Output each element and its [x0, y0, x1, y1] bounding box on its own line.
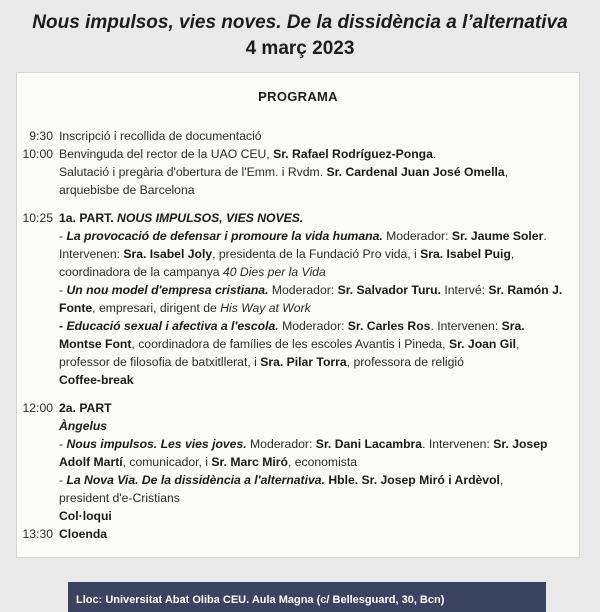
schedule-item-1200 — [17, 399, 579, 525]
angelus: Àngelus — [59, 419, 108, 433]
speaker-name: Hble. Sr. Josep Miró i Ardèvol — [328, 473, 500, 487]
session-title: Un nou model d'empresa cristiana. — [66, 283, 269, 297]
item-text: - — [59, 437, 67, 451]
schedule-item-1330 — [17, 525, 579, 543]
item-text: Salutació i pregària d'obertura de l'Emm. i Rvdm. — [59, 165, 327, 179]
speaker-name: Sr. Salvador Turu. — [337, 283, 441, 297]
schedule-item-0930 — [17, 127, 579, 145]
session-title: La Nova Via. De la dissidència a l'alternativa. — [66, 473, 325, 487]
colloqui: Col·loqui — [59, 509, 112, 523]
item-text: president d'e-Cristians — [59, 491, 180, 505]
speaker-name: Sra. Isabel Joly — [123, 247, 213, 261]
schedule-content — [53, 525, 565, 543]
schedule-time: 9:30 — [29, 129, 53, 143]
event-title-text: Nous impulsos, vies noves. De la dissidència a l’alternativa — [32, 12, 568, 33]
item-text: . Intervenen: — [59, 229, 547, 261]
schedule-content — [53, 145, 565, 199]
speaker-name: Sr. Marc Miró — [211, 455, 288, 469]
item-text: - — [59, 473, 67, 487]
item-text: , — [504, 165, 509, 179]
schedule-time: 10:25 — [22, 211, 53, 225]
item-text: Moderador: — [382, 229, 452, 243]
part-label: 1a. PART. — [59, 211, 118, 225]
item-text: , professora de religió — [346, 355, 464, 369]
schedule-item-1000 — [17, 145, 579, 199]
schedule-content — [53, 399, 565, 525]
schedule-content — [53, 127, 565, 145]
event-date: 4 març 2023 — [245, 38, 355, 59]
item-text: Inscripció i recollida de documentació — [59, 129, 262, 143]
speaker-name: Sr. Rafael Rodríguez-Ponga — [273, 147, 433, 161]
item-text: - — [59, 283, 67, 297]
speaker-name: Sra. Montse Font — [59, 319, 525, 351]
speaker-name: Sr. Ramón J. Fonte — [59, 283, 563, 315]
item-text: . Intervenen: — [422, 437, 494, 451]
item-text: - — [59, 229, 67, 243]
schedule-item-1025 — [17, 209, 579, 389]
speaker-name: Sr. Cardenal Juan José Omella — [326, 165, 505, 179]
speaker-name: Sr. Josep Adolf Martí — [59, 437, 548, 469]
campaign-name: 40 Dies per la Vida — [222, 265, 326, 279]
item-text: , empresari, dirigent de — [92, 301, 221, 315]
item-text: Moderador: — [278, 319, 348, 333]
item-text: , economista — [287, 455, 358, 469]
schedule-time: 13:30 — [22, 527, 53, 541]
part-title: NOUS IMPULSOS, VIES NOVES. — [117, 211, 304, 225]
item-text: , — [499, 473, 504, 487]
session-title: La provocació de defensar i promoure la vida humana. — [66, 229, 383, 243]
item-text: , presidenta de la Fundació Pro vida, i — [212, 247, 421, 261]
speaker-name: Sr. Carles Ros — [347, 319, 431, 333]
item-text: Intervé: — [440, 283, 489, 297]
item-text: Moderador: — [246, 437, 316, 451]
speaker-name: Sr. Jaume Soler — [451, 229, 544, 243]
program-card — [16, 72, 580, 558]
item-text: Benvinguda del rector de la UAO CEU, — [59, 147, 274, 161]
item-text: . Intervenen: — [430, 319, 502, 333]
speaker-name: Sr. Joan Gil — [448, 337, 517, 351]
cloenda: Cloenda — [59, 527, 108, 541]
location-text: Lloc: Universitat Abat Oliba CEU. Aula Magna (c/ Bellesguard, 30, Bcn) — [76, 594, 445, 606]
part-label: 2a. PART — [59, 401, 112, 415]
item-text: , coordinadora de la campanya — [59, 247, 515, 279]
organization-name: His Way at Work — [220, 301, 311, 315]
speaker-name: Sra. Isabel Puig — [420, 247, 511, 261]
schedule-time: 10:00 — [22, 147, 53, 161]
session-title: - Educació sexual i afectiva a l'escola. — [59, 319, 279, 333]
program-heading: PROGRAMA — [258, 89, 338, 104]
speaker-name: Sr. Dani Lacambra — [315, 437, 423, 451]
event-title — [0, 10, 600, 62]
schedule-content — [53, 209, 565, 389]
schedule-time: 12:00 — [22, 401, 53, 415]
schedule — [17, 127, 579, 553]
item-text: , coordinadora de famílies de les escoles Avantis i Pineda, — [131, 337, 449, 351]
item-text: , professor de filosofia de batxitllerat, i — [59, 337, 520, 369]
item-text: Moderador: — [268, 283, 338, 297]
item-text: arquebisbe de Barcelona — [59, 183, 195, 197]
session-title: Nous impulsos. Les vies joves. — [66, 437, 247, 451]
item-text: , comunicador, i — [122, 455, 212, 469]
location-banner — [68, 582, 546, 612]
coffee-break: Coffee-break — [59, 373, 134, 387]
speaker-name: Sra. Pilar Torra — [260, 355, 347, 369]
item-text: . — [432, 147, 437, 161]
